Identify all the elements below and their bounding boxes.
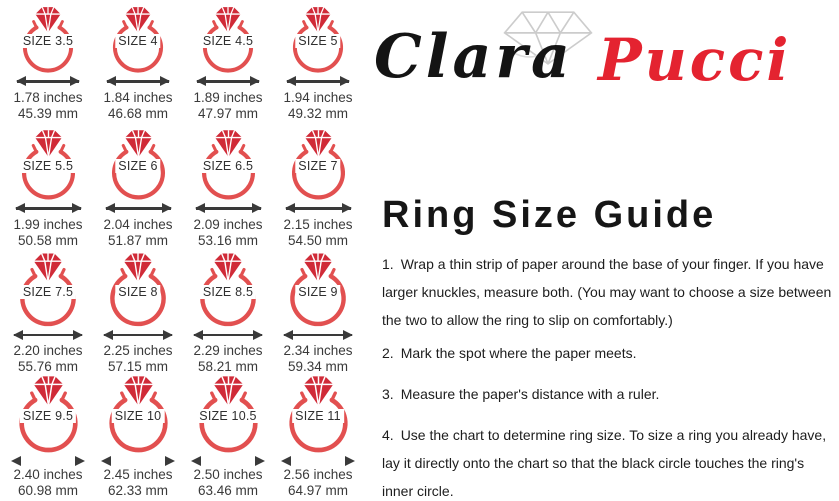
mm-value: 53.16 mm	[197, 232, 259, 248]
ring-size-label: SIZE 8	[115, 285, 160, 299]
ring-size-label: SIZE 4	[115, 34, 160, 48]
ring-size-cell	[3, 252, 93, 375]
ring-size-cell	[93, 252, 183, 375]
mm-value: 54.50 mm	[287, 232, 349, 248]
ring-size-label: SIZE 10.5	[196, 409, 259, 423]
ring-size-cell	[3, 129, 93, 252]
double-headed-arrow-icon	[287, 80, 349, 83]
step-number: 1.	[382, 256, 394, 272]
measurement	[283, 343, 352, 375]
diamond-ring-icon	[289, 6, 347, 74]
diamond-ring-icon	[288, 129, 349, 201]
guide-title: Ring Size Guide	[382, 194, 717, 236]
ring-size-cell	[93, 129, 183, 252]
mm-value: 45.39 mm	[17, 105, 79, 121]
guide-step-4	[382, 421, 835, 501]
ring-size-cell	[183, 6, 273, 129]
ring-size-label: SIZE 5	[295, 34, 340, 48]
measurement	[193, 217, 262, 249]
pucci-wordmark: Pucci	[598, 26, 792, 94]
double-headed-arrow-icon	[196, 207, 261, 210]
measurement	[103, 90, 172, 122]
double-headed-arrow-icon	[286, 207, 351, 210]
step-text: Measure the paper's distance with a ruler.	[400, 386, 660, 402]
ring-size-label: SIZE 4.5	[200, 34, 256, 48]
mm-value: 51.87 mm	[107, 232, 169, 248]
inches-value: 1.78 inches	[13, 89, 83, 105]
ring-size-cell	[273, 6, 363, 129]
measurement	[283, 217, 352, 249]
inches-value: 2.25 inches	[103, 342, 173, 358]
measurement	[13, 217, 82, 249]
mm-value: 46.68 mm	[107, 105, 169, 121]
guide-panel	[374, 0, 836, 501]
ring-size-label: SIZE 6	[115, 159, 160, 173]
ring-size-cell	[273, 375, 363, 498]
mm-value: 64.97 mm	[287, 483, 349, 499]
measurement	[283, 90, 352, 122]
step-number: 2.	[382, 345, 394, 361]
mm-value: 60.98 mm	[17, 483, 79, 499]
ring-size-label: SIZE 9.5	[20, 409, 76, 423]
measurement	[103, 343, 172, 375]
step-text: Mark the spot where the paper meets.	[400, 345, 637, 361]
ring-size-label: SIZE 7.5	[20, 285, 76, 299]
ring-size-label: SIZE 3.5	[20, 34, 76, 48]
diamond-ring-icon	[106, 252, 170, 328]
diamond-ring-icon	[285, 375, 352, 454]
mm-value: 59.34 mm	[287, 358, 349, 374]
double-headed-arrow-icon	[106, 207, 171, 210]
inches-value: 2.40 inches	[13, 467, 83, 482]
mm-value: 49.32 mm	[287, 105, 349, 121]
diamond-ring-icon	[18, 129, 79, 201]
mm-value: 63.46 mm	[197, 483, 259, 499]
mm-value: 47.97 mm	[197, 105, 259, 121]
inches-value: 1.94 inches	[283, 89, 353, 105]
double-headed-arrow-icon	[197, 80, 259, 83]
ring-size-cell	[273, 252, 363, 375]
measurement	[283, 467, 352, 499]
ring-size-grid	[3, 6, 363, 498]
clara-wordmark: Clara	[374, 22, 574, 92]
measurement	[193, 90, 262, 122]
inches-value: 1.89 inches	[193, 89, 263, 105]
double-headed-arrow-icon	[194, 334, 262, 336]
ring-size-cell	[183, 252, 273, 375]
ring-size-label: SIZE 9	[295, 285, 340, 299]
inches-value: 1.99 inches	[13, 216, 83, 232]
diamond-ring-icon	[15, 375, 82, 454]
double-headed-arrow-icon	[284, 334, 352, 336]
measurement	[103, 467, 172, 499]
ring-size-cell	[183, 375, 273, 498]
guide-step-3	[382, 380, 835, 408]
ring-size-label: SIZE 11	[292, 409, 344, 423]
double-headed-arrow-icon	[17, 80, 79, 83]
measurement	[193, 467, 262, 499]
diamond-ring-icon	[109, 6, 167, 74]
measurement	[193, 343, 262, 375]
measurement	[13, 90, 82, 122]
guide-step-2	[382, 339, 835, 367]
ring-size-cell	[3, 6, 93, 129]
double-headed-arrow-icon	[14, 334, 82, 336]
measurement	[103, 217, 172, 249]
diamond-ring-icon	[195, 375, 262, 454]
inches-value: 2.15 inches	[283, 216, 353, 232]
double-headed-arrow-icon	[104, 334, 172, 336]
diamond-ring-icon	[105, 375, 172, 454]
ring-size-cell	[3, 375, 93, 498]
ring-size-cell	[93, 375, 183, 498]
step-text: Use the chart to determine ring size. To size a ring you already have, lay it directly onto the chart so that the black circle touches the ring's inner circle.	[382, 427, 827, 499]
step-number: 4.	[382, 427, 394, 443]
inches-value: 2.56 inches	[283, 467, 353, 482]
inches-value: 2.50 inches	[193, 467, 263, 482]
diamond-ring-icon	[286, 252, 350, 328]
inches-value: 2.04 inches	[103, 216, 173, 232]
ring-size-cell	[273, 129, 363, 252]
mm-value: 62.33 mm	[107, 483, 169, 499]
double-headed-arrow-icon	[107, 80, 169, 83]
diamond-ring-icon	[108, 129, 169, 201]
step-number: 3.	[382, 386, 394, 402]
double-headed-arrow-icon	[16, 207, 81, 210]
mm-value: 50.58 mm	[17, 232, 79, 248]
ring-size-cell	[93, 6, 183, 129]
guide-step-1	[382, 250, 835, 334]
diamond-ring-icon	[16, 252, 80, 328]
diamond-ring-icon	[199, 6, 257, 74]
ring-size-cell	[183, 129, 273, 252]
measurement	[13, 343, 82, 375]
inches-value: 1.84 inches	[103, 89, 173, 105]
diamond-ring-icon	[19, 6, 77, 74]
brand-logo	[374, 6, 792, 101]
mm-value: 55.76 mm	[17, 358, 79, 374]
inches-value: 2.09 inches	[193, 216, 263, 232]
mm-value: 58.21 mm	[197, 358, 259, 374]
inches-value: 2.45 inches	[103, 467, 173, 482]
ring-size-label: SIZE 10	[112, 409, 165, 423]
inches-value: 2.34 inches	[283, 342, 353, 358]
diamond-ring-icon	[198, 129, 259, 201]
inches-value: 2.20 inches	[13, 342, 83, 358]
inches-value: 2.29 inches	[193, 342, 263, 358]
ring-size-label: SIZE 8.5	[200, 285, 256, 299]
measurement	[13, 467, 82, 499]
ring-size-label: SIZE 5.5	[20, 159, 76, 173]
diamond-ring-icon	[196, 252, 260, 328]
ring-size-label: SIZE 6.5	[200, 159, 256, 173]
step-text: Wrap a thin strip of paper around the base of your finger. If you have larger knuckles, measure both. (You may want to choose a size between the two to allow the ring to slip on comfortably.)	[382, 256, 832, 328]
ring-size-label: SIZE 7	[295, 159, 340, 173]
mm-value: 57.15 mm	[107, 358, 169, 374]
